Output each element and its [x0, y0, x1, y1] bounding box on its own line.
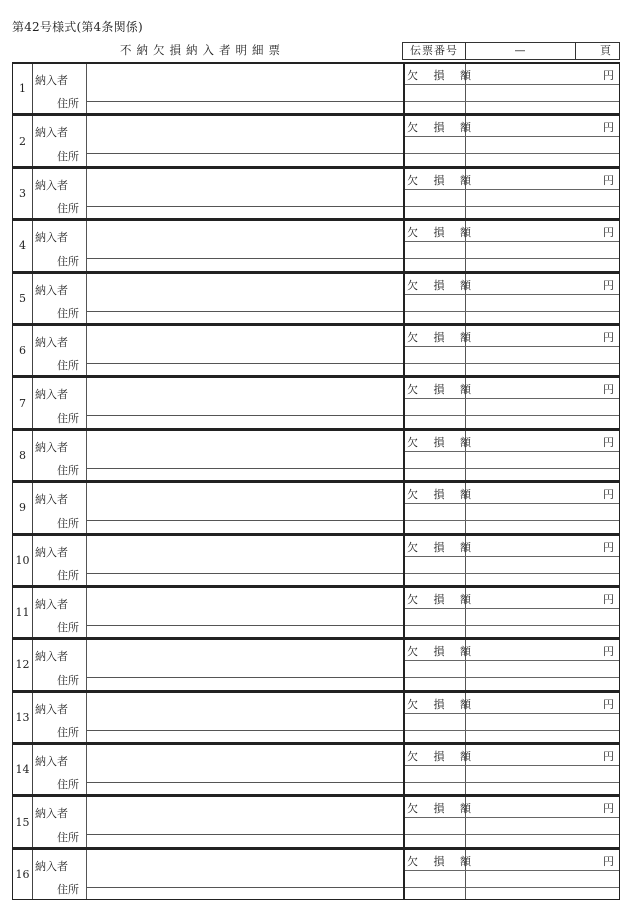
- payer-address-divider: [86, 468, 403, 469]
- payer-row: [12, 848, 620, 900]
- amount-line: [405, 101, 619, 102]
- payer-address-divider: [86, 573, 403, 574]
- loss-amount-label: 欠 損 額: [407, 645, 477, 659]
- label-divider: [86, 378, 87, 427]
- amount-line: [405, 206, 619, 207]
- row-number: 2: [13, 116, 33, 165]
- payer-label: 納入者: [35, 283, 68, 297]
- amount-line: [405, 834, 619, 835]
- label-divider: [86, 850, 87, 899]
- amount-line: [405, 503, 619, 504]
- payer-address-divider: [86, 363, 403, 364]
- amount-line: [405, 817, 619, 818]
- amount-line: [405, 451, 619, 452]
- payer-label: 納入者: [35, 231, 68, 245]
- payer-address-divider: [86, 101, 403, 102]
- amount-line: [405, 608, 619, 609]
- row-number: 7: [13, 378, 33, 427]
- loss-amount-label: 欠 損 額: [407, 802, 477, 816]
- payer-address-divider: [86, 415, 403, 416]
- label-divider: [86, 588, 87, 637]
- amount-line: [405, 398, 619, 399]
- payer-row: [12, 743, 620, 795]
- payer-row: [12, 534, 620, 586]
- address-label: 住所: [57, 202, 79, 216]
- label-divider: [86, 274, 87, 323]
- column-divider: [403, 797, 405, 846]
- payer-address-divider: [86, 730, 403, 731]
- payer-address-divider: [86, 834, 403, 835]
- column-divider: [403, 483, 405, 532]
- amount-line: [405, 294, 619, 295]
- yen-unit: 円: [603, 383, 614, 397]
- row-number: 3: [13, 169, 33, 218]
- amount-line: [405, 468, 619, 469]
- yen-unit: 円: [603, 540, 614, 554]
- payer-label: 納入者: [35, 178, 68, 192]
- yen-unit: 円: [603, 592, 614, 606]
- payer-row: [12, 638, 620, 690]
- column-divider: [403, 850, 405, 899]
- amount-line: [405, 241, 619, 242]
- address-label: 住所: [57, 359, 79, 373]
- amount-line: [405, 556, 619, 557]
- column-divider: [403, 116, 405, 165]
- column-divider: [403, 745, 405, 794]
- address-label: 住所: [57, 568, 79, 582]
- payer-row: [12, 219, 620, 271]
- amount-line: [405, 765, 619, 766]
- label-divider: [86, 169, 87, 218]
- amount-line: [405, 136, 619, 137]
- label-divider: [86, 745, 87, 794]
- payer-row: [12, 114, 620, 166]
- amount-line: [405, 625, 619, 626]
- address-label: 住所: [57, 411, 79, 425]
- address-label: 住所: [57, 830, 79, 844]
- address-label: 住所: [57, 97, 79, 111]
- yen-unit: 円: [603, 697, 614, 711]
- loss-amount-label: 欠 損 額: [407, 69, 477, 82]
- column-divider: [403, 274, 405, 323]
- address-label: 住所: [57, 673, 79, 687]
- yen-unit: 円: [603, 69, 614, 82]
- amount-line: [405, 189, 619, 190]
- payer-row: [12, 481, 620, 533]
- payer-label: 納入者: [35, 807, 68, 821]
- label-divider: [86, 431, 87, 480]
- row-number: 14: [13, 745, 33, 794]
- column-divider: [403, 221, 405, 270]
- label-divider: [86, 221, 87, 270]
- loss-amount-label: 欠 損 額: [407, 488, 477, 502]
- payer-label: 納入者: [35, 493, 68, 507]
- amount-line: [405, 713, 619, 714]
- address-label: 住所: [57, 516, 79, 530]
- loss-amount-label: 欠 損 額: [407, 173, 477, 187]
- payer-address-divider: [86, 782, 403, 783]
- slip-number-label: 伝票番号: [403, 43, 466, 59]
- amount-line: [405, 415, 619, 416]
- payer-address-divider: [86, 258, 403, 259]
- row-number: 10: [13, 536, 33, 585]
- payer-label: 納入者: [35, 702, 68, 716]
- payer-row: [12, 795, 620, 847]
- column-divider: [403, 536, 405, 585]
- loss-amount-label: 欠 損 額: [407, 330, 477, 344]
- payer-label: 納入者: [35, 650, 68, 664]
- label-divider: [86, 693, 87, 742]
- document-title: 不納欠損納入者明細票: [120, 43, 285, 57]
- loss-amount-label: 欠 損 額: [407, 854, 477, 868]
- amount-line: [405, 782, 619, 783]
- amount-line: [405, 677, 619, 678]
- payer-address-divider: [86, 887, 403, 888]
- amount-line: [405, 573, 619, 574]
- loss-amount-label: 欠 損 額: [407, 278, 477, 292]
- loss-amount-label: 欠 損 額: [407, 226, 477, 240]
- yen-unit: 円: [603, 645, 614, 659]
- row-number: 5: [13, 274, 33, 323]
- amount-line: [405, 84, 619, 85]
- column-divider: [403, 64, 405, 113]
- yen-unit: 円: [603, 802, 614, 816]
- payer-label: 納入者: [35, 755, 68, 769]
- label-divider: [86, 64, 87, 113]
- slip-number-field[interactable]: —: [465, 43, 576, 59]
- amount-line: [405, 887, 619, 888]
- yen-unit: 円: [603, 278, 614, 292]
- column-divider: [403, 640, 405, 689]
- yen-unit: 円: [603, 435, 614, 449]
- label-divider: [86, 640, 87, 689]
- address-label: 住所: [57, 464, 79, 478]
- loss-amount-label: 欠 損 額: [407, 697, 477, 711]
- loss-amount-label: 欠 損 額: [407, 383, 477, 397]
- yen-unit: 円: [603, 226, 614, 240]
- payer-label: 納入者: [35, 335, 68, 349]
- amount-line: [405, 258, 619, 259]
- payer-label: 納入者: [35, 74, 68, 87]
- column-divider: [403, 431, 405, 480]
- loss-amount-label: 欠 損 額: [407, 435, 477, 449]
- payer-label: 納入者: [35, 545, 68, 559]
- address-label: 住所: [57, 883, 79, 897]
- payer-address-divider: [86, 520, 403, 521]
- payer-row: [12, 691, 620, 743]
- row-number: 16: [13, 850, 33, 899]
- amount-line: [405, 730, 619, 731]
- payer-label: 納入者: [35, 388, 68, 402]
- amount-line: [405, 153, 619, 154]
- amount-line: [405, 363, 619, 364]
- yen-unit: 円: [603, 750, 614, 764]
- address-label: 住所: [57, 778, 79, 792]
- payer-row: [12, 324, 620, 376]
- amount-line: [405, 520, 619, 521]
- row-number: 4: [13, 221, 33, 270]
- payer-address-divider: [86, 311, 403, 312]
- payer-table: [12, 62, 620, 900]
- row-number: 13: [13, 693, 33, 742]
- row-number: 9: [13, 483, 33, 532]
- yen-unit: 円: [603, 121, 614, 135]
- payer-row: [12, 376, 620, 428]
- payer-address-divider: [86, 153, 403, 154]
- row-number: 8: [13, 431, 33, 480]
- row-number: 15: [13, 797, 33, 846]
- yen-unit: 円: [603, 488, 614, 502]
- loss-amount-label: 欠 損 額: [407, 121, 477, 135]
- page-label: 頁: [600, 44, 611, 57]
- label-divider: [86, 326, 87, 375]
- form-number-label: 第42号様式(第4条関係): [12, 20, 143, 34]
- amount-line: [405, 346, 619, 347]
- label-divider: [86, 797, 87, 846]
- payer-address-divider: [86, 625, 403, 626]
- column-divider: [403, 326, 405, 375]
- yen-unit: 円: [603, 330, 614, 344]
- payer-row: [12, 62, 620, 114]
- label-divider: [86, 483, 87, 532]
- label-divider: [86, 536, 87, 585]
- row-number: 11: [13, 588, 33, 637]
- amount-line: [405, 870, 619, 871]
- address-label: 住所: [57, 306, 79, 320]
- address-label: 住所: [57, 726, 79, 740]
- payer-label: 納入者: [35, 126, 68, 140]
- label-divider: [86, 116, 87, 165]
- column-divider: [403, 378, 405, 427]
- row-number: 12: [13, 640, 33, 689]
- payer-label: 納入者: [35, 440, 68, 454]
- loss-amount-label: 欠 損 額: [407, 750, 477, 764]
- payer-label: 納入者: [35, 859, 68, 873]
- yen-unit: 円: [603, 854, 614, 868]
- column-divider: [403, 169, 405, 218]
- payer-row: [12, 272, 620, 324]
- loss-amount-label: 欠 損 額: [407, 540, 477, 554]
- column-divider: [403, 693, 405, 742]
- payer-row: [12, 167, 620, 219]
- amount-line: [405, 660, 619, 661]
- payer-address-divider: [86, 677, 403, 678]
- payer-label: 納入者: [35, 597, 68, 611]
- row-number: 1: [13, 64, 33, 113]
- yen-unit: 円: [603, 173, 614, 187]
- address-label: 住所: [57, 149, 79, 163]
- column-divider: [403, 588, 405, 637]
- address-label: 住所: [57, 254, 79, 268]
- amount-line: [405, 311, 619, 312]
- address-label: 住所: [57, 621, 79, 635]
- payer-address-divider: [86, 206, 403, 207]
- loss-amount-label: 欠 損 額: [407, 592, 477, 606]
- payer-row: [12, 429, 620, 481]
- payer-row: [12, 586, 620, 638]
- row-number: 6: [13, 326, 33, 375]
- slip-number-box: [402, 42, 620, 60]
